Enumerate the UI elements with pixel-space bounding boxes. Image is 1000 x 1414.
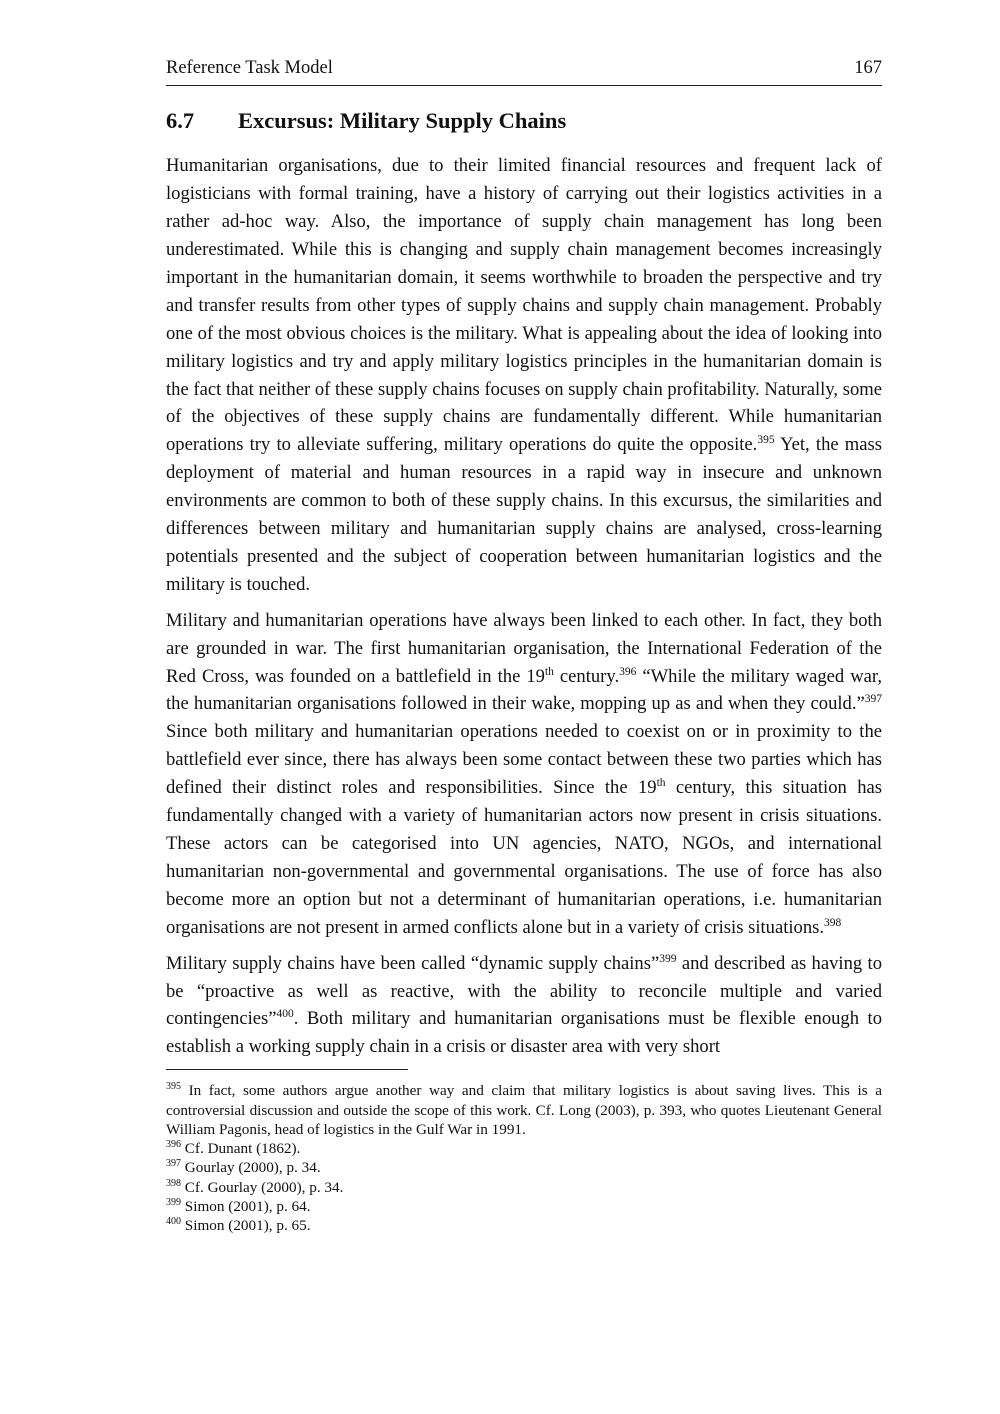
footnote-item [166,1158,882,1177]
paragraph-1 [166,152,882,599]
footnote-item [166,1081,882,1139]
section-number: 6.7 [166,108,195,133]
paragraph-text: century. [553,665,620,687]
paragraph-text: Since both military and humanitarian operations needed to coexist on or in proximity to the battlefield ever since, there has always been some contact between these two parties which has defined their distinct roles and responsibilities. Since the 19 [166,721,882,799]
footnote-number: 400 [166,1216,181,1228]
paragraph-text: Military supply chains have been called “dynamic supply chains” [166,952,660,974]
footnote-number: 397 [166,1158,181,1170]
footnote-ref[interactable]: 397 [864,693,882,706]
body-text [166,152,882,1061]
paragraph-text: . Both military and humanitarian organisations must be flexible enough to establish a working supply chain in a crisis or disaster area with very short [166,1008,882,1058]
footnote-divider [166,1069,408,1070]
footnote-item [166,1197,882,1216]
footnote-item [166,1216,882,1235]
footnote-text: Cf. Gourlay (2000), p. 34. [184,1178,344,1196]
paragraph-3 [166,950,882,1062]
paragraph-text: Military and humanitarian operations have always been linked to each other. In fact, they both are grounded in war. The first humanitarian organisation, the International Federation of the Red Cross, was founded on a battlefield in the 19 [166,609,882,687]
footnote-ref[interactable]: 400 [276,1008,294,1021]
ordinal-superscript: th [544,665,554,678]
section-heading [166,106,882,135]
footnote-ref[interactable]: 399 [659,952,677,965]
footnote-ref[interactable]: 395 [757,434,775,447]
ordinal-superscript: th [656,777,666,790]
section-title: Excursus: Military Supply Chains [238,108,567,133]
footnote-item [166,1139,882,1158]
footnote-item [166,1178,882,1197]
footnote-text: Simon (2001), p. 65. [184,1217,311,1235]
footnotes [166,1081,882,1235]
paragraph-text: Yet, the mass deployment of material and human resources in a rapid way in insecure and unknown environments are common to both of these supply chains. In this excursus, the similarities and differences between military and humanitarian supply chains are analysed, cross-learning potentials presented and the subject of cooperation between humanitarian logistics and the military is touched. [166,434,882,595]
running-title: Reference Task Model [166,58,333,78]
page-number: 167 [854,58,882,78]
footnote-text: Gourlay (2000), p. 34. [184,1159,321,1177]
paragraph-text: Humanitarian organisations, due to their limited financial resources and frequent lack of logisticians with formal training, have a history of carrying out their logistics activities in a rather ad-hoc way. Also, the importance of supply chain management has long been underestimated. While this is changing and supply chain management becomes increasingly important in the humanitarian domain, it seems worthwhile to broaden the perspective and try and transfer results from other types of supply chains and supply chain management. Probably one of the most obvious choices is the military. What is appealing about the idea of looking into military logistics and try and apply military logistics principles in the humanitarian domain is the fact that neither of these supply chains focuses on supply chain profitability. Naturally, some of the objectives of these supply chains are fundamentally different. While humanitarian operations try to alleviate suffering, military operations do quite the opposite. [166,155,882,456]
footnote-number: 398 [166,1177,181,1189]
footnote-text: In fact, some authors argue another way and claim that military logistics is about saving lives. This is a controversial discussion and outside the scope of this work. Cf. Long (2003), p. 393, who quotes Lieutenant General William Pagonis, head of logistics in the Gulf War in 1991. [166,1082,882,1138]
running-header [166,58,882,86]
footnote-number: 396 [166,1139,181,1151]
page [166,58,882,1236]
footnote-number: 395 [166,1081,181,1093]
paragraph-text: and described as having to be “proactive as well as reactive, with the ability to reconcile multiple and varied contingencies” [166,952,882,1030]
footnote-text: Simon (2001), p. 64. [184,1198,311,1216]
footnote-ref[interactable]: 398 [824,916,842,929]
footnote-ref[interactable]: 396 [619,665,637,678]
paragraph-text: century, this situation has fundamentally changed with a variety of humanitarian actors now present in crisis situations. These actors can be categorised into UN agencies, NATO, NGOs, and international humanitarian non-governmental and governmental organisations. The use of force has also become more an option but not a determinant of humanitarian operations, i.e. humanitarian organisations are not present in armed conflicts alone but in a variety of crisis situations. [166,777,882,938]
footnote-number: 399 [166,1197,181,1209]
footnote-text: Cf. Dunant (1862). [184,1140,301,1158]
paragraph-text: “While the military waged war, the humanitarian organisations followed in their wake, mopping up as and when they could.” [166,665,883,715]
paragraph-2 [166,607,882,942]
